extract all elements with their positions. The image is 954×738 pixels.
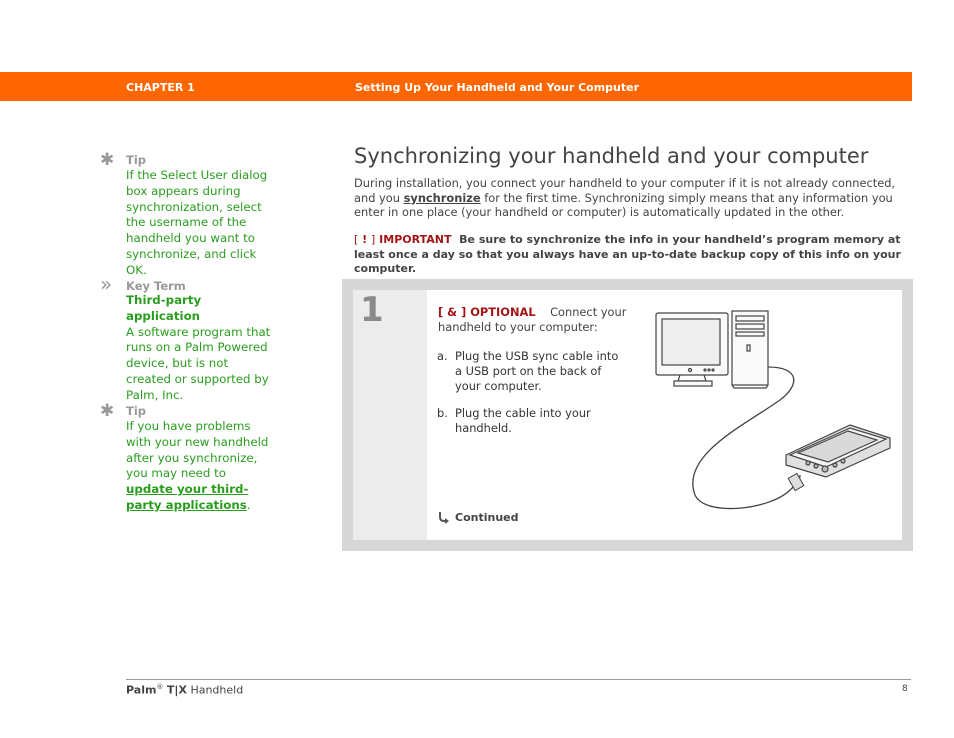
list-item [437,406,627,436]
footer-product-name: Handheld [190,683,244,697]
footer-reg: ® [156,683,164,691]
continued-link[interactable] [438,511,519,524]
list-marker: b. [437,406,448,420]
important-label: IMPORTANT [379,233,452,246]
optional-text: Connect your handheld to your computer: [438,305,627,334]
important-bracket: ] [371,233,376,246]
important-exclamation-icon: ! [362,233,368,246]
important-note [354,233,914,277]
list-item [437,349,627,394]
synchronize-link[interactable]: synchronize [403,190,481,205]
usb-connection-illustration [650,305,895,520]
important-bracket: [ [354,233,359,246]
page-title: Synchronizing your handheld and your computer [354,144,869,168]
step-number: 1 [360,290,384,330]
usb-connector-icon [788,473,804,490]
handheld-device-icon [786,425,890,477]
intro-paragraph [354,176,914,220]
tip-heading: Tip [126,404,147,418]
footer-model: T|X [166,683,187,697]
page-number: 8 [902,684,908,694]
tip-text-part: . [246,497,251,512]
key-term-word: Third-party application [126,293,202,323]
footer-product [126,683,243,697]
intro-text: During installation, you connect your handheld to your computer if it is not already connected, and you [354,176,896,205]
key-term-block [126,293,276,404]
optional-instruction [438,305,628,335]
chapter-title: Setting Up Your Handheld and Your Computer [355,81,640,94]
important-text: Be sure to synchronize the info in your handheld’s program memory at least once a day so that you always have an up-to-date backup copy of this info on your computer. [354,233,901,276]
key-term-definition: A software program that runs on a Palm Powered device, but is not created or supported by Palm, Inc. [126,324,271,402]
optional-tag: [ & ] OPTIONAL [438,305,536,319]
list-text: Plug the USB sync cable into a USB port on the back of your computer. [455,349,619,393]
key-term-heading: Key Term [126,279,186,293]
key-term-chevron-icon: » [100,272,113,296]
monitor-icon [656,313,728,386]
continued-label: Continued [455,511,519,524]
tip-text [126,419,276,514]
footer-divider [126,679,911,680]
chapter-label: CHAPTER 1 [126,81,195,94]
tip-heading: Tip [126,153,147,167]
tip-text: If the Select User dialog box appears during synchronization, select the username of the handheld you want to synchronize, and click OK. [126,168,268,277]
list-text: Plug the cable into your handheld. [455,406,591,435]
tip-asterisk-icon: ✱ [100,150,115,170]
intro-text: for the first time. Synchronizing simply means that any information you enter in one place (your handheld or computer) is automatically updated in the other. [354,190,893,220]
tip-text-part: If you have problems with your new handheld after you synchronize, you may need to [126,419,269,481]
list-marker: a. [437,349,448,363]
footer-brand: Palm [126,683,157,697]
tip-asterisk-icon: ✱ [100,401,115,421]
update-apps-link[interactable]: update your third-party applications [126,482,249,512]
arrow-down-right-icon [438,511,451,524]
computer-tower-icon [732,311,768,388]
